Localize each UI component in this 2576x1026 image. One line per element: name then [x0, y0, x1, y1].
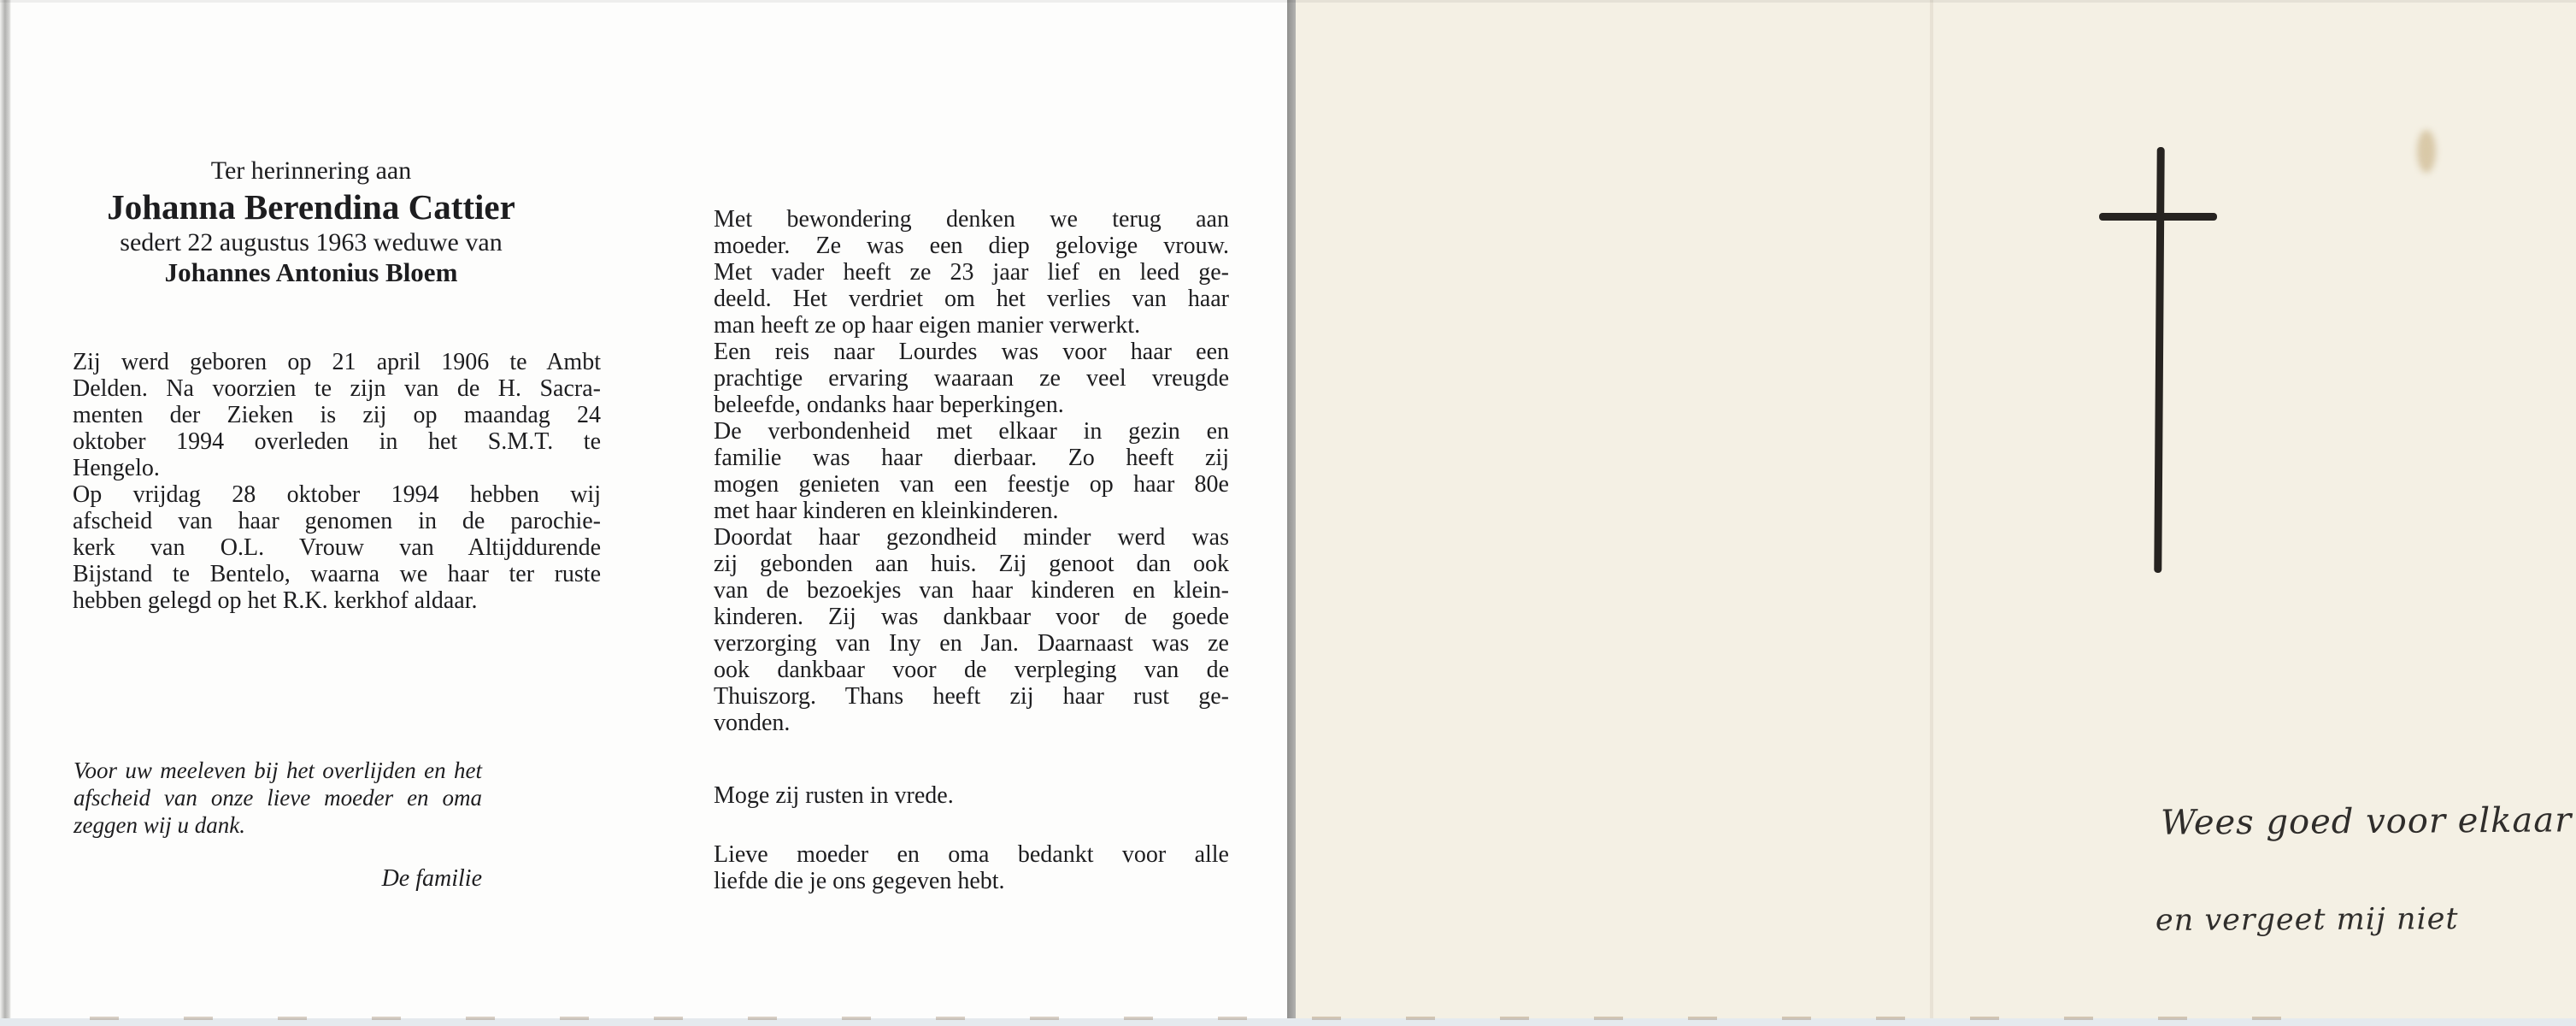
deceased-name: Johanna Berendina Cattier: [107, 187, 515, 227]
text-line: moeder. Ze was een diep gelovige vrouw.: [714, 233, 1229, 259]
text-line: De verbondenheid met elkaar in gezin en: [714, 418, 1229, 445]
text-line: hebben gelegd op het R.K. kerkhof aldaar.: [73, 587, 478, 614]
text-line: oktober 1994 overleden in het S.M.T. te: [73, 428, 601, 455]
text-line: menten der Zieken is zij op maandag 24: [73, 402, 601, 428]
text-line: familie was haar dierbaar. Zo heeft zij: [714, 445, 1229, 471]
text-line: deeld. Het verdriet om het verlies van haar: [714, 286, 1229, 312]
text-line: zeggen wij u dank.: [74, 812, 245, 838]
cross-vertical-bar: [2154, 147, 2164, 573]
text-line: zij gebonden aan huis. Zij genoot dan ook: [714, 551, 1229, 577]
text-line: Met vader heeft ze 23 jaar lief en leed ge-: [714, 259, 1229, 286]
text-line: Op vrijdag 28 oktober 1994 hebben wij: [73, 481, 601, 508]
husband-name: Johannes Antonius Bloem: [164, 257, 458, 287]
text-line: Voor uw meeleven bij het overlijden en het: [74, 758, 482, 783]
text-line: ook dankbaar voor de verpleging van de: [714, 657, 1229, 683]
text-line: Met bewondering denken we terug aan: [714, 206, 1229, 233]
biography-paragraphs: [73, 349, 601, 614]
text-line: verzorging van Iny en Jan. Daarnaast was ze: [714, 630, 1229, 657]
text-line: Een reis naar Lourdes was voor haar een: [714, 339, 1229, 365]
back-card-stain: [2417, 130, 2436, 173]
scan-top-edge: [0, 0, 2576, 3]
text-line: kerk van O.L. Vrouw van Altijddurende: [73, 534, 601, 561]
text-line: prachtige ervaring waaraan ze veel vreugde: [714, 365, 1229, 392]
text-line: van de bezoekjes van haar kinderen en klein-: [714, 577, 1229, 604]
condolence-note: [74, 757, 482, 839]
card-fold-divider: [1287, 0, 1296, 1020]
memorial-header: [73, 156, 550, 288]
memorial-card-back: [1296, 0, 2576, 1020]
text-line: afscheid van haar genomen in de parochie-: [73, 508, 601, 534]
back-verse-line-2: en vergeet mij niet: [2155, 902, 2459, 938]
text-line: Moge zij rusten in vrede.: [714, 782, 954, 809]
text-line: man heeft ze op haar eigen manier verwerkt.: [714, 312, 1141, 339]
text-line: Hengelo.: [73, 455, 160, 481]
widow-line: sedert 22 augustus 1963 weduwe van: [120, 228, 503, 256]
text-line: Zij werd geboren op 21 april 1906 te Ambt: [73, 349, 601, 375]
text-line: mogen genieten van een feestje op haar 80e: [714, 471, 1229, 498]
back-card-crease: [1930, 0, 1933, 1018]
card-left-edge: [0, 0, 11, 1020]
text-line: afscheid van onze lieve moeder en oma: [74, 785, 482, 811]
scan-bottom-edge-marks: [90, 1017, 2312, 1020]
text-line: Doordat haar gezondheid minder werd was: [714, 524, 1229, 551]
text-line: liefde die je ons gegeven hebt.: [714, 868, 1005, 894]
remembrance-paragraphs: [714, 206, 1229, 736]
text-line: beleefde, ondanks haar beperkingen.: [714, 392, 1064, 418]
text-line: Thuiszorg. Thans heeft zij haar rust ge-: [714, 683, 1229, 710]
text-line: Delden. Na voorzien te zijn van de H. Sacra-: [73, 375, 601, 402]
text-line: met haar kinderen en kleinkinderen.: [714, 498, 1059, 524]
rest-in-peace-line: [714, 782, 1229, 809]
text-line: Lieve moeder en oma bedankt voor alle: [714, 841, 1229, 868]
cross-horizontal-bar: [2099, 213, 2217, 221]
memorial-intro-line: Ter herinnering aan: [210, 156, 412, 185]
latin-cross-icon: [2099, 147, 2217, 573]
thank-you-lines: [714, 841, 1229, 894]
text-line: kinderen. Zij was dankbaar voor de goede: [714, 604, 1229, 630]
text-line: vonden.: [714, 710, 791, 736]
back-verse-line-1: Wees goed voor elkaar: [2160, 800, 2573, 843]
family-signature: De familie: [381, 865, 482, 892]
text-line: Bijstand te Bentelo, waarna we haar ter ruste: [73, 561, 601, 587]
